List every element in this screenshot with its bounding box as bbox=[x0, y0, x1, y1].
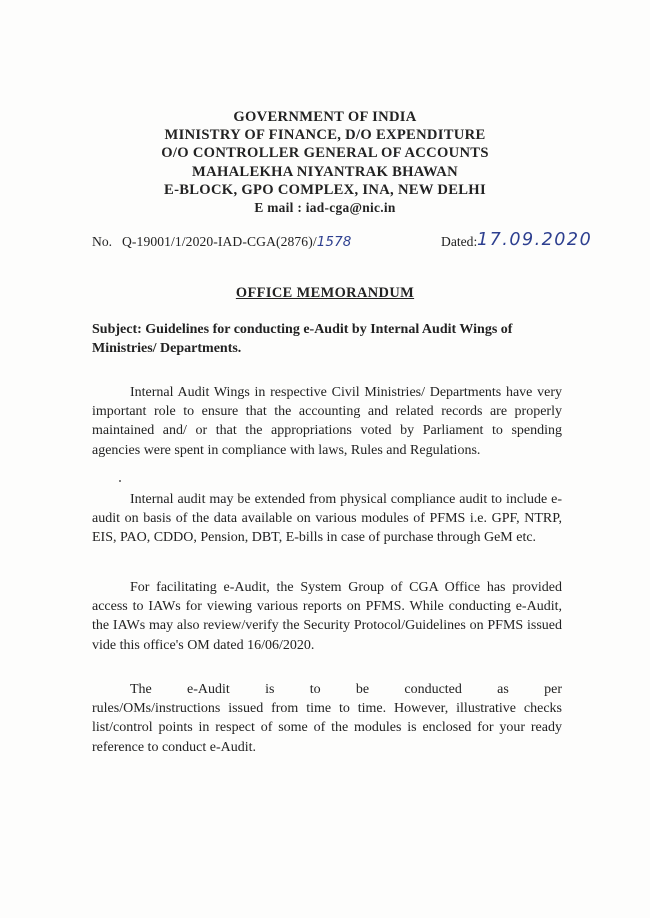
letterhead-email: E mail : iad-cga@nic.in bbox=[254, 200, 396, 216]
paragraph-4-text bbox=[92, 680, 562, 757]
scan-speck bbox=[119, 480, 121, 482]
dated-label: Dated: bbox=[441, 234, 478, 249]
paragraph-1-text: Internal Audit Wings in respective Civil Ministries/ Departments have very important role to ensure that the accounting and related records are properly maintained and/ or that the appropriations voted by Parliament to spending agencies were spent in compliance with laws, Rules and Regulations. bbox=[92, 385, 562, 458]
paragraph-3 bbox=[92, 578, 562, 655]
memorandum-title: OFFICE MEMORANDUM bbox=[235, 285, 415, 301]
dated-value-handwritten: 17.09.2020 bbox=[477, 230, 593, 250]
paragraph-4-rest: rules/OMs/instructions issued from time to time. However, illustrative checks list/control points in respect of some of the modules is enclosed for your ready reference to conduct e-Audit. bbox=[92, 701, 562, 755]
paragraph-1 bbox=[92, 383, 562, 460]
reference-number-handwritten: 1578 bbox=[316, 234, 352, 250]
letterhead-government: GOVERNMENT OF INDIA bbox=[233, 109, 417, 125]
paragraph-3-text: For facilitating e-Audit, the System Group of CGA Office has provided access to IAWs for viewing various reports on PFMS. While conducting e-Audit, the IAWs may also review/verify the Security Protocol/Guidelines on PFMS issued vide this office's OM dated 16/06/2020. bbox=[92, 580, 562, 653]
letterhead bbox=[0, 108, 650, 217]
paragraph-4-lead: The e-Audit is to be conducted as per bbox=[130, 682, 562, 697]
letterhead-address: E-BLOCK, GPO COMPLEX, INA, NEW DELHI bbox=[164, 181, 486, 198]
paragraph-4 bbox=[92, 680, 562, 757]
subject-line: Subject: Guidelines for conducting e-Audit by Internal Audit Wings of Ministries/ Departments. bbox=[92, 322, 513, 356]
reference-line bbox=[92, 230, 612, 254]
reference-number bbox=[122, 234, 351, 250]
paragraph-2 bbox=[92, 490, 562, 548]
reference-number-printed: Q-19001/1/2020-IAD-CGA(2876)/ bbox=[122, 234, 317, 249]
paragraph-2-text: Internal audit may be extended from physical compliance audit to include e-audit on basis of the data available on various modules of PFMS i.e. GPF, NTRP, EIS, PAO, CDDO, Pension, DBT, E-bills in case of purchase through GeM etc. bbox=[92, 492, 562, 546]
letterhead-building: MAHALEKHA NIYANTRAK BHAWAN bbox=[192, 163, 458, 180]
letterhead-ministry: MINISTRY OF FINANCE, D/O EXPENDITURE bbox=[164, 127, 486, 144]
letterhead-office: O/O CONTROLLER GENERAL OF ACCOUNTS bbox=[161, 145, 489, 162]
reference-label: No. bbox=[92, 234, 113, 249]
